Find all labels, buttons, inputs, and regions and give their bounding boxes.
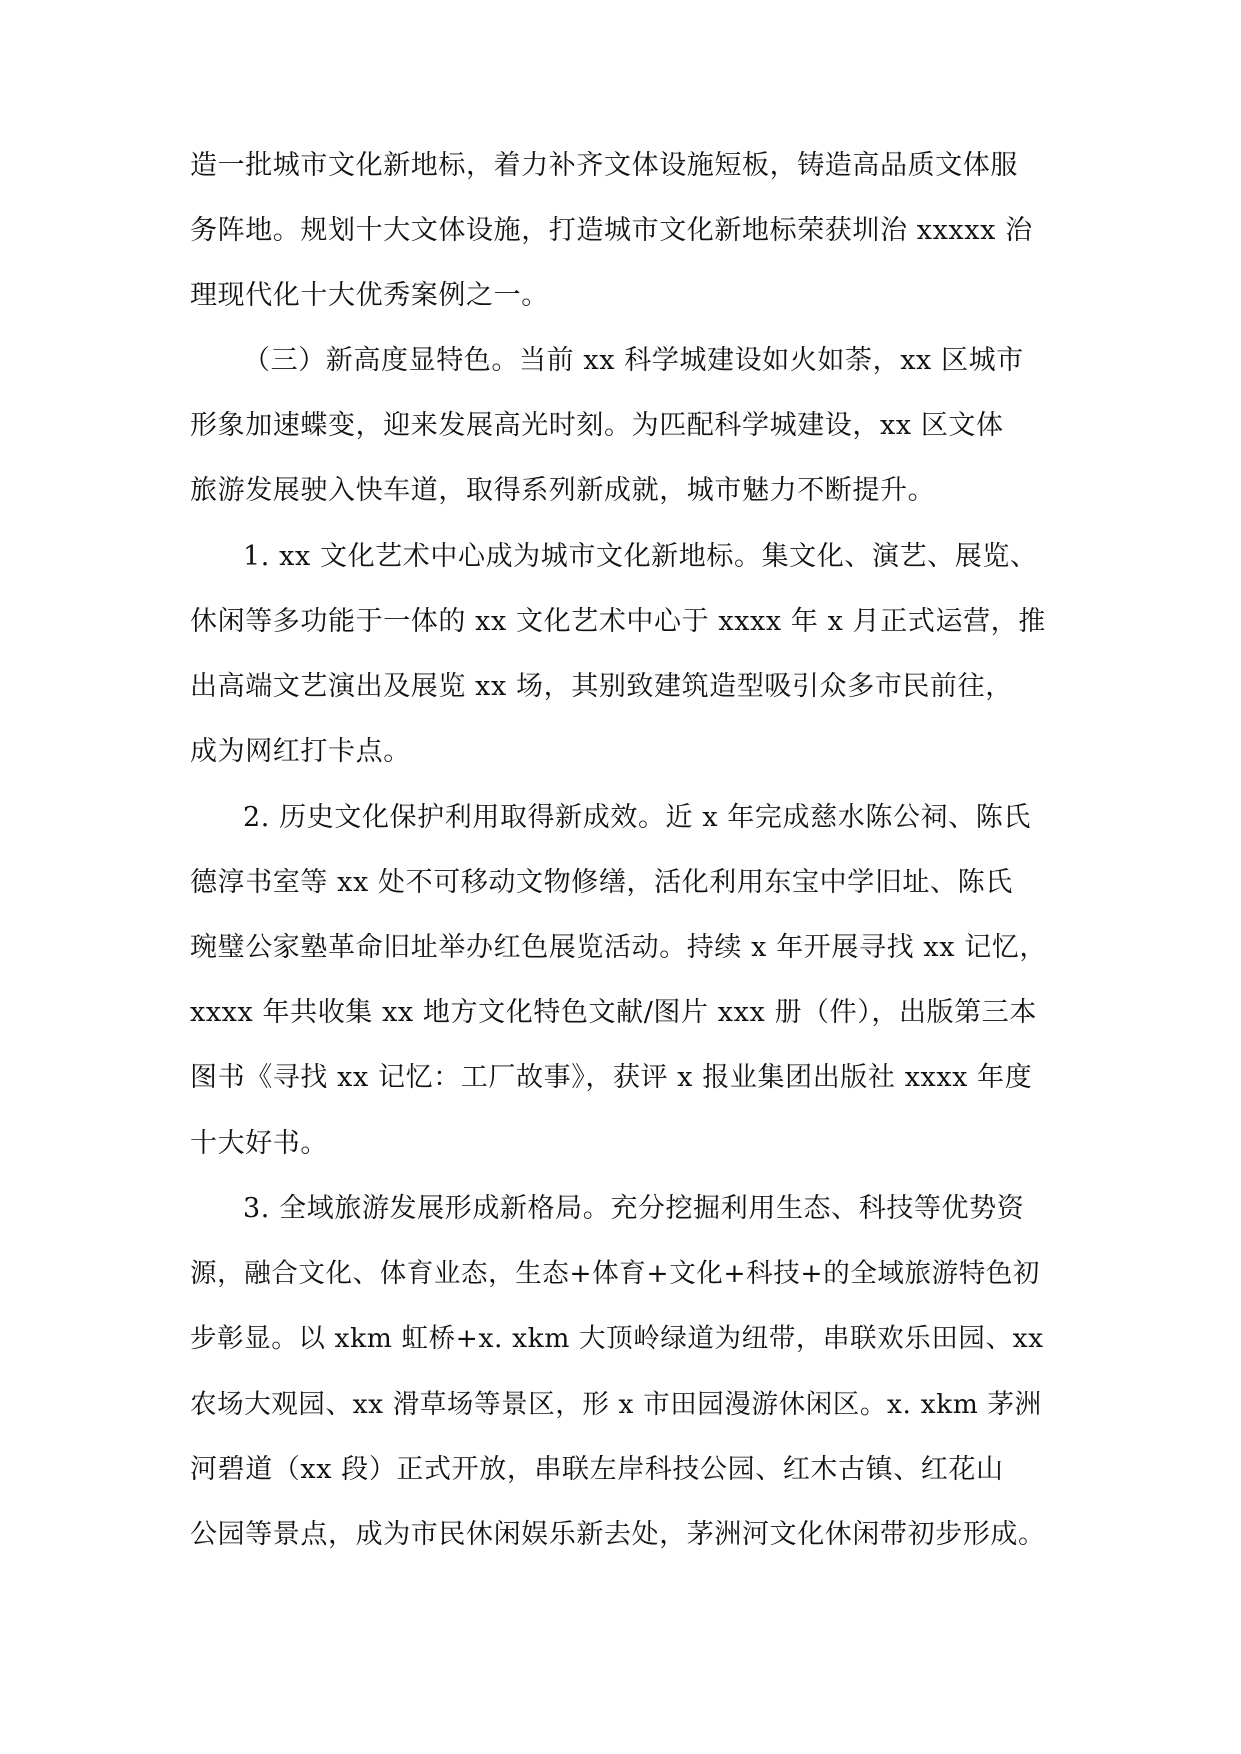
- text-line: 成为网红打卡点。: [190, 736, 411, 767]
- section-heading: （三）新高度显特色。当前 xx 科学城建设如火如荼，xx 区城市: [243, 345, 1024, 376]
- text-line: 琬璧公家塾革命旧址举办红色展览活动。持续 x 年开展寻找 xx 记忆，: [190, 932, 1048, 963]
- text-line: 步彰显。以 xkm 虹桥+x. xkm 大顶岭绿道为纽带，串联欢乐田园、xx: [190, 1323, 1044, 1354]
- text-line: xxxx 年共收集 xx 地方文化特色文献/图片 xxx 册（件），出版第三本: [190, 997, 1037, 1028]
- text-line: 德淳书室等 xx 处不可移动文物修缮，活化利用东宝中学旧址、陈氏: [190, 867, 1013, 898]
- list-item-heading: 2. 历史文化保护利用取得新成效。近 x 年完成慈水陈公祠、陈氏: [243, 802, 1031, 833]
- list-item-heading: 3. 全域旅游发展形成新格局。充分挖掘利用生态、科技等优势资: [243, 1193, 1025, 1224]
- text-line: 休闲等多功能于一体的 xx 文化艺术中心于 xxxx 年 x 月正式运营，推: [190, 606, 1046, 637]
- text-line: 十大好书。: [190, 1128, 328, 1159]
- text-line: 务阵地。规划十大文体设施，打造城市文化新地标荣获圳治 xxxxx 治: [190, 215, 1033, 246]
- text-line: 农场大观园、xx 滑草场等景区，形 x 市田园漫游休闲区。x. xkm 茅洲: [190, 1389, 1042, 1420]
- text-line: 造一批城市文化新地标，着力补齐文体设施短板，铸造高品质文体服: [190, 150, 1018, 181]
- text-line: 出高端文艺演出及展览 xx 场，其别致建筑造型吸引众多市民前往，: [190, 671, 1013, 702]
- text-line: 理现代化十大优秀案例之一。: [190, 280, 549, 311]
- text-line: 旅游发展驶入快车道，取得系列新成就，城市魅力不断提升。: [190, 475, 936, 506]
- text-line: 形象加速蝶变，迎来发展高光时刻。为匹配科学城建设，xx 区文体: [190, 410, 1004, 441]
- list-item-heading: 1. xx 文化艺术中心成为城市文化新地标。集文化、演艺、展览、: [243, 541, 1038, 572]
- text-line: 图书《寻找 xx 记忆：工厂故事》，获评 x 报业集团出版社 xxxx 年度: [190, 1062, 1033, 1093]
- text-line: 公园等景点，成为市民休闲娱乐新去处，茅洲河文化休闲带初步形成。: [190, 1519, 1046, 1550]
- text-line: 河碧道（xx 段）正式开放，串联左岸科技公园、红木古镇、红花山: [190, 1454, 1004, 1485]
- text-line: 源，融合文化、体育业态，生态+体育+文化+科技+的全域旅游特色初: [190, 1258, 1041, 1289]
